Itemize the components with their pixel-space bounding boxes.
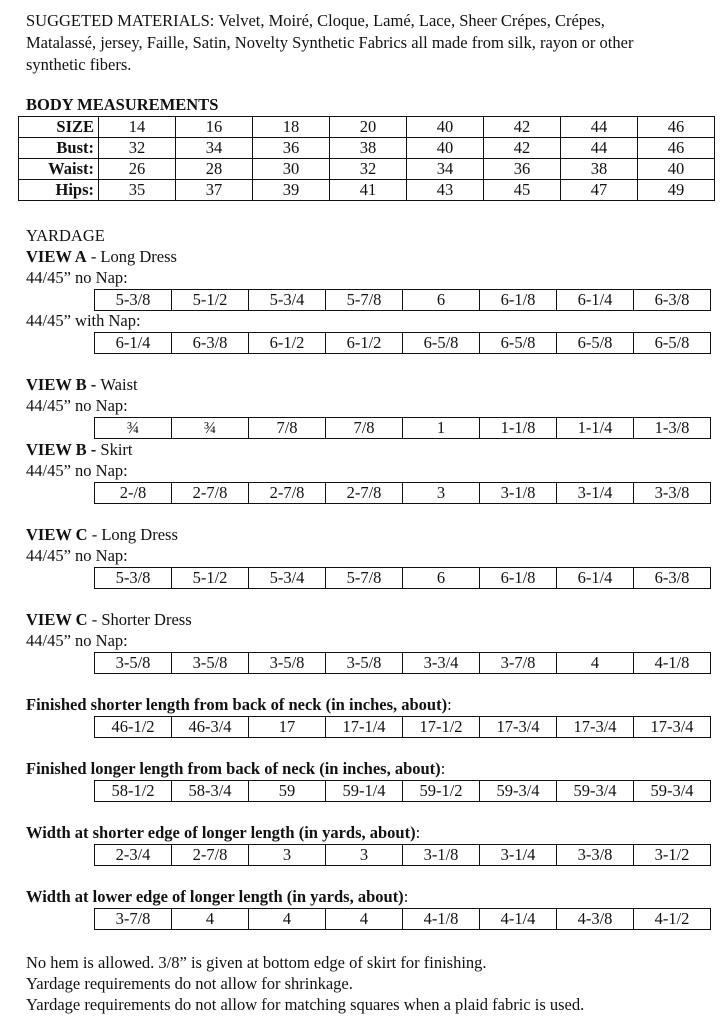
table-cell: 2-7/8 xyxy=(249,483,326,504)
table-cell: 2-7/8 xyxy=(326,483,403,504)
table-cell: 6-1/2 xyxy=(249,333,326,354)
finished-long-table xyxy=(94,780,711,802)
table-row xyxy=(19,180,715,201)
table-cell: 7/8 xyxy=(326,418,403,439)
view-c-short-heading xyxy=(26,610,192,630)
table-cell: 3-3/8 xyxy=(557,845,634,866)
finished-short-heading xyxy=(26,695,452,715)
table-cell: 59-1/4 xyxy=(326,781,403,802)
view-a-with-nap-table xyxy=(94,332,711,354)
table-cell: 6 xyxy=(403,568,480,589)
table-cell: 3-5/8 xyxy=(249,653,326,674)
table-cell: 2-7/8 xyxy=(172,845,249,866)
fabric-label: 44/45” no Nap: xyxy=(26,268,128,287)
table-cell: 4 xyxy=(557,653,634,674)
table-cell: 3-7/8 xyxy=(95,909,172,930)
view-b-waist-table xyxy=(94,417,711,439)
table-cell: 6-5/8 xyxy=(557,333,634,354)
table-cell: 1-1/4 xyxy=(557,418,634,439)
table-cell: 59-3/4 xyxy=(634,781,711,802)
table-row xyxy=(19,117,715,138)
body-measurements-table xyxy=(18,116,715,201)
note-line-1: No hem is allowed. 3/8” is given at bottom edge of skirt for finishing. xyxy=(26,953,487,972)
table-cell: 49 xyxy=(638,180,715,201)
table-cell: 6-5/8 xyxy=(403,333,480,354)
width-shorter-table xyxy=(94,844,711,866)
view-desc: - Long Dress xyxy=(86,247,177,266)
table-cell: 44 xyxy=(561,117,638,138)
title-suffix: : xyxy=(403,887,409,906)
table-cell: 58-1/2 xyxy=(95,781,172,802)
table-cell: 17-3/4 xyxy=(634,717,711,738)
row-label-hips: Hips: xyxy=(19,180,99,201)
yardage-title: YARDAGE xyxy=(26,226,105,245)
table-cell: 4-1/4 xyxy=(480,909,557,930)
table-cell: 17-3/4 xyxy=(480,717,557,738)
table-cell: 4-3/8 xyxy=(557,909,634,930)
table-cell: 38 xyxy=(330,138,407,159)
table-cell: 5-3/8 xyxy=(95,568,172,589)
table-cell: 32 xyxy=(330,159,407,180)
table-cell: 42 xyxy=(484,138,561,159)
view-b-skirt-table xyxy=(94,482,711,504)
table-cell: 6-3/8 xyxy=(634,568,711,589)
table-cell: 40 xyxy=(407,117,484,138)
view-name: VIEW C xyxy=(26,610,88,629)
table-cell: 6-5/8 xyxy=(634,333,711,354)
table-cell: 4-1/2 xyxy=(634,909,711,930)
table-cell: 6 xyxy=(403,290,480,311)
table-cell: 6-1/4 xyxy=(95,333,172,354)
view-desc: - Long Dress xyxy=(87,525,178,544)
materials-line-2: Matalassé, jersey, Faille, Satin, Novelty Synthetic Fabrics all made from silk, rayon or other xyxy=(26,33,634,52)
table-cell: 35 xyxy=(99,180,176,201)
table-cell: 36 xyxy=(253,138,330,159)
table-cell: 5-1/2 xyxy=(172,290,249,311)
table-cell: 37 xyxy=(176,180,253,201)
table-cell: 59 xyxy=(249,781,326,802)
table-cell: 40 xyxy=(407,138,484,159)
finished-short-table xyxy=(94,716,711,738)
table-cell: 32 xyxy=(99,138,176,159)
table-cell: 46-1/2 xyxy=(95,717,172,738)
fabric-label: 44/45” no Nap: xyxy=(26,461,128,480)
table-cell: 42 xyxy=(484,117,561,138)
table-cell: 17-1/4 xyxy=(326,717,403,738)
table-cell: ¾ xyxy=(172,418,249,439)
table-cell: 6-5/8 xyxy=(480,333,557,354)
table-cell: 6-1/4 xyxy=(557,568,634,589)
view-a-no-nap-table xyxy=(94,289,711,311)
table-cell: 40 xyxy=(638,159,715,180)
view-a-heading xyxy=(26,247,177,267)
table-cell: 28 xyxy=(176,159,253,180)
table-row xyxy=(95,653,711,674)
width-lower-heading xyxy=(26,887,408,907)
table-cell: 3-5/8 xyxy=(172,653,249,674)
table-cell: 30 xyxy=(253,159,330,180)
section-title: Width at shorter edge of longer length (in yards, about) xyxy=(26,823,416,842)
table-cell: 39 xyxy=(253,180,330,201)
view-name: VIEW A xyxy=(26,247,87,266)
view-name: VIEW B - xyxy=(26,440,101,459)
table-cell: 17 xyxy=(249,717,326,738)
table-cell: 6-1/8 xyxy=(480,290,557,311)
table-cell: 17-1/2 xyxy=(403,717,480,738)
table-cell: 46 xyxy=(638,138,715,159)
title-suffix: : xyxy=(447,695,452,714)
width-shorter-heading xyxy=(26,823,420,843)
table-cell: 3 xyxy=(249,845,326,866)
table-cell: 7/8 xyxy=(249,418,326,439)
table-cell: 3-1/4 xyxy=(557,483,634,504)
table-row xyxy=(95,483,711,504)
view-name: VIEW B - xyxy=(26,375,101,394)
table-cell: 2-3/4 xyxy=(95,845,172,866)
view-c-short-table xyxy=(94,652,711,674)
table-cell: 41 xyxy=(330,180,407,201)
table-cell: 5-3/4 xyxy=(249,568,326,589)
fabric-label: 44/45” with Nap: xyxy=(26,311,141,330)
fabric-label: 44/45” no Nap: xyxy=(26,631,128,650)
table-cell: 18 xyxy=(253,117,330,138)
table-cell: 3 xyxy=(326,845,403,866)
table-cell: 59-1/2 xyxy=(403,781,480,802)
view-c-long-heading xyxy=(26,525,178,545)
table-cell: 3-1/2 xyxy=(634,845,711,866)
materials-line-3: synthetic fibers. xyxy=(26,55,132,74)
title-suffix: : xyxy=(440,759,446,778)
table-cell: 5-1/2 xyxy=(172,568,249,589)
table-cell: 3-5/8 xyxy=(95,653,172,674)
table-cell: 3-5/8 xyxy=(326,653,403,674)
table-cell: 2-7/8 xyxy=(172,483,249,504)
table-cell: 43 xyxy=(407,180,484,201)
table-cell: 5-3/8 xyxy=(95,290,172,311)
table-cell: 4 xyxy=(249,909,326,930)
table-row xyxy=(95,717,711,738)
table-cell: 45 xyxy=(484,180,561,201)
table-cell: 5-7/8 xyxy=(326,568,403,589)
table-cell: 26 xyxy=(99,159,176,180)
table-row xyxy=(95,909,711,930)
view-b-skirt-heading xyxy=(26,440,133,460)
table-cell: 6-1/4 xyxy=(557,290,634,311)
table-row xyxy=(95,333,711,354)
width-lower-table xyxy=(94,908,711,930)
table-cell: 4-1/8 xyxy=(634,653,711,674)
table-row xyxy=(95,845,711,866)
view-b-waist-heading xyxy=(26,375,138,395)
table-cell: 1-3/8 xyxy=(634,418,711,439)
table-cell: 16 xyxy=(176,117,253,138)
table-cell: 36 xyxy=(484,159,561,180)
table-cell: 6-1/8 xyxy=(480,568,557,589)
table-cell: 3-3/4 xyxy=(403,653,480,674)
table-cell: ¾ xyxy=(95,418,172,439)
table-row xyxy=(95,290,711,311)
table-cell: 34 xyxy=(176,138,253,159)
table-cell: 46 xyxy=(638,117,715,138)
table-cell: 14 xyxy=(99,117,176,138)
table-cell: 17-3/4 xyxy=(557,717,634,738)
row-label-bust: Bust: xyxy=(19,138,99,159)
view-c-long-table xyxy=(94,567,711,589)
table-cell: 5-3/4 xyxy=(249,290,326,311)
table-cell: 6-3/8 xyxy=(634,290,711,311)
table-cell: 3-3/8 xyxy=(634,483,711,504)
table-cell: 34 xyxy=(407,159,484,180)
fabric-label: 44/45” no Nap: xyxy=(26,546,128,565)
finished-long-heading xyxy=(26,759,445,779)
note-line-2: Yardage requirements do not allow for shrinkage. xyxy=(26,974,353,993)
note-line-3: Yardage requirements do not allow for matching squares when a plaid fabric is used. xyxy=(26,995,585,1014)
table-row xyxy=(19,138,715,159)
row-label-waist: Waist: xyxy=(19,159,99,180)
table-cell: 3-1/8 xyxy=(403,845,480,866)
table-cell: 6-3/8 xyxy=(172,333,249,354)
view-desc: - Shorter Dress xyxy=(87,610,192,629)
table-cell: 3-1/8 xyxy=(480,483,557,504)
table-cell: 1-1/8 xyxy=(480,418,557,439)
table-cell: 1 xyxy=(403,418,480,439)
body-measurements-title: BODY MEASUREMENTS xyxy=(26,95,219,114)
table-cell: 4-1/8 xyxy=(403,909,480,930)
table-cell: 59-3/4 xyxy=(557,781,634,802)
view-desc: Waist xyxy=(100,375,138,394)
table-row xyxy=(95,568,711,589)
table-cell: 47 xyxy=(561,180,638,201)
fabric-label: 44/45” no Nap: xyxy=(26,396,128,415)
table-cell: 4 xyxy=(172,909,249,930)
table-cell: 58-3/4 xyxy=(172,781,249,802)
row-label-size: SIZE xyxy=(19,117,99,138)
table-row xyxy=(19,159,715,180)
section-title: Finished shorter length from back of neck (in inches, about) xyxy=(26,695,448,714)
view-desc: Skirt xyxy=(100,440,133,459)
table-cell: 4 xyxy=(326,909,403,930)
table-cell: 2-/8 xyxy=(95,483,172,504)
table-cell: 3-1/4 xyxy=(480,845,557,866)
table-cell: 3-7/8 xyxy=(480,653,557,674)
section-title: Width at lower edge of longer length (in yards, about) xyxy=(26,887,404,906)
table-cell: 59-3/4 xyxy=(480,781,557,802)
table-cell: 6-1/2 xyxy=(326,333,403,354)
table-cell: 38 xyxy=(561,159,638,180)
table-cell: 44 xyxy=(561,138,638,159)
table-cell: 20 xyxy=(330,117,407,138)
table-cell: 5-7/8 xyxy=(326,290,403,311)
materials-line-1: SUGGETED MATERIALS: Velvet, Moiré, Cloque, Lamé, Lace, Sheer Crépes, Crépes, xyxy=(26,11,605,30)
view-name: VIEW C xyxy=(26,525,88,544)
table-cell: 46-3/4 xyxy=(172,717,249,738)
table-row xyxy=(95,781,711,802)
title-suffix: : xyxy=(415,823,421,842)
section-title: Finished longer length from back of neck (in inches, about) xyxy=(26,759,441,778)
table-cell: 3 xyxy=(403,483,480,504)
table-row xyxy=(95,418,711,439)
